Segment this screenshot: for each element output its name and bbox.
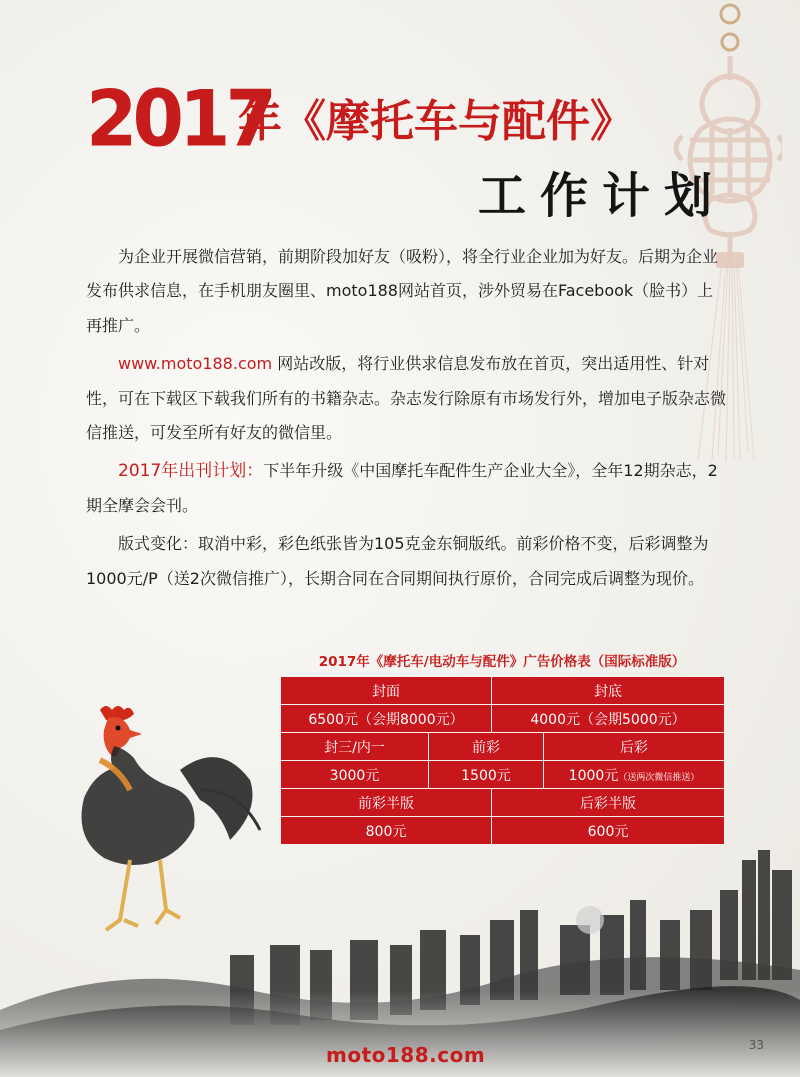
table-row	[281, 705, 725, 733]
page-number: 33	[748, 1038, 764, 1052]
cell-front-color-price: 1500元	[429, 761, 544, 789]
back-color-price-note: （送两次微信推送）	[618, 772, 700, 783]
back-color-price-value: 1000元	[568, 767, 619, 784]
title-text: 年《摩托车与配件》	[238, 96, 634, 147]
title-year: 2017	[86, 73, 272, 165]
cell-back-color: 后彩	[544, 733, 725, 761]
cell-front-cover: 封面	[281, 677, 492, 705]
paragraph-publishing-plan	[86, 454, 726, 523]
cell-front-cover-price: 6500元（会期8000元）	[281, 705, 492, 733]
cell-back-cover-price: 4000元（会期5000元）	[492, 705, 725, 733]
website-url-link[interactable]: www.moto188.com	[118, 354, 273, 374]
price-table-caption: 2017年《摩托车/电动车与配件》广告价格表（国际标准版）	[318, 654, 686, 670]
cell-back-color-price	[544, 761, 725, 789]
table-row	[281, 677, 725, 705]
cell-inside-cover-price: 3000元	[281, 761, 429, 789]
price-table-section	[280, 650, 724, 845]
paragraph-layout-change: 版式变化：取消中彩，彩色纸张皆为105克金东铜版纸。前彩价格不变，后彩调整为1000元/P（送2次微信推广），长期合同在合同期间执行原价，合同完成后调整为现价。	[86, 534, 709, 588]
footer-website-url[interactable]: moto188.com	[326, 1043, 486, 1067]
cell-back-cover: 封底	[492, 677, 725, 705]
table-row	[281, 733, 725, 761]
table-row	[281, 789, 725, 817]
paragraph-wechat-marketing: 为企业开展微信营销，前期阶段加好友（吸粉），将全行业企业加为好友。后期为企业发布供求信息，在手机朋友圈里、moto188网站首页，涉外贸易在Facebook（脸书）上再推广。	[86, 247, 719, 335]
subtitle-work-plan: 工作计划	[478, 168, 727, 224]
paragraph-website	[86, 347, 726, 450]
cell-front-color: 前彩	[429, 733, 544, 761]
price-table	[280, 676, 725, 845]
cell-back-half-price: 600元	[492, 817, 725, 845]
publishing-plan-text: 下半年升级《中国摩托车配件生产企业大全》，全年12期杂志，2期全摩会会刊。	[86, 461, 718, 515]
table-row	[281, 761, 725, 789]
cell-back-half: 后彩半版	[492, 789, 725, 817]
publishing-plan-label: 2017年出刊计划：	[118, 461, 264, 482]
body-text	[86, 240, 726, 600]
rooster-illustration	[60, 700, 280, 960]
cell-front-half: 前彩半版	[281, 789, 492, 817]
cell-front-half-price: 800元	[281, 817, 492, 845]
paragraph-website-text: 网站改版，将行业供求信息发布放在首页，突出适用性、针对性，可在下载区下载我们所有的书籍杂志。杂志发行除原有市场发行外，增加电子版杂志微信推送，可发至所有好友的微信里。	[86, 354, 727, 443]
cell-inside-cover: 封三/内一	[281, 733, 429, 761]
